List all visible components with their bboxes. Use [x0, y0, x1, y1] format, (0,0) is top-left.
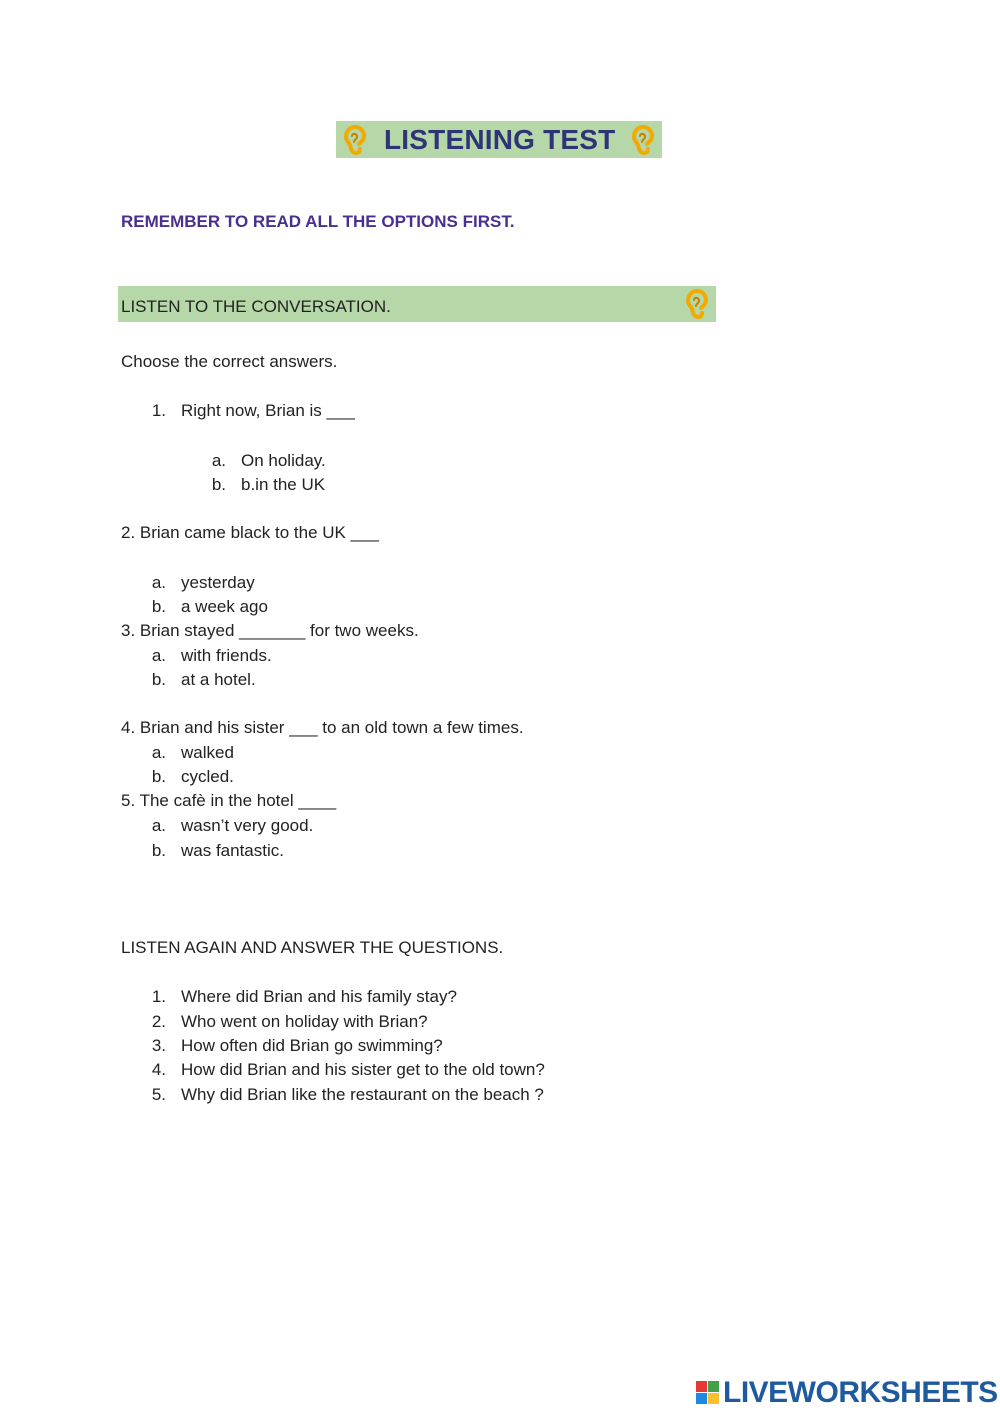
section-heading: LISTEN AGAIN AND ANSWER THE QUESTIONS.	[121, 938, 504, 957]
option-label: a.	[151, 573, 166, 592]
question-text: 3. Brian stayed _______ for two weeks.	[121, 621, 419, 640]
reminder-text: REMEMBER TO READ ALL THE OPTIONS FIRST.	[121, 212, 515, 231]
option-text[interactable]: b.in the UK	[241, 475, 326, 494]
question-number: 5.	[151, 1085, 166, 1104]
question-text: 2. Brian came black to the UK ___	[121, 523, 379, 542]
question-number: 1.	[151, 987, 166, 1006]
option-label: a.	[211, 451, 226, 470]
section-heading-bar	[118, 286, 716, 322]
ear-icon	[344, 125, 366, 155]
question-text: 5. The cafè in the hotel ____	[121, 791, 337, 810]
option-label: b.	[151, 670, 166, 689]
option-text[interactable]: yesterday	[181, 573, 255, 592]
title-banner	[336, 121, 662, 158]
option-label: b.	[151, 767, 166, 786]
page-title: LISTENING TEST	[384, 124, 616, 155]
option-label: b.	[211, 475, 226, 494]
open-question-text: Who went on holiday with Brian?	[181, 1012, 428, 1031]
ear-icon	[686, 289, 708, 319]
option-text[interactable]: cycled.	[181, 767, 234, 786]
option-text[interactable]: a week ago	[181, 597, 268, 616]
option-text[interactable]: wasn’t very good.	[181, 816, 314, 835]
open-question-text: How often did Brian go swimming?	[181, 1036, 443, 1055]
ear-icon	[632, 125, 654, 155]
question-number: 4.	[151, 1060, 166, 1079]
option-text[interactable]: with friends.	[181, 646, 272, 665]
option-text[interactable]: was fantastic.	[181, 841, 284, 860]
open-question-text: How did Brian and his sister get to the old town?	[181, 1060, 545, 1079]
question-text: 4. Brian and his sister ___ to an old town a few times.	[121, 718, 524, 737]
option-text[interactable]: walked	[181, 743, 234, 762]
logo-blocks-icon	[696, 1381, 720, 1405]
question-number: 3.	[151, 1036, 166, 1055]
option-label: a.	[151, 646, 166, 665]
option-label: a.	[151, 816, 166, 835]
question-text: Right now, Brian is ___	[181, 401, 355, 420]
option-label: b.	[151, 597, 166, 616]
instruction-text: Choose the correct answers.	[121, 352, 338, 371]
option-label: b.	[151, 841, 166, 860]
question-number: 2.	[151, 1012, 166, 1031]
question-number: 1.	[151, 401, 166, 420]
section-heading: LISTEN TO THE CONVERSATION.	[121, 297, 391, 316]
logo-text: LIVEWORKSHEETS	[723, 1376, 998, 1409]
option-label: a.	[151, 743, 166, 762]
open-question-text: Where did Brian and his family stay?	[181, 987, 457, 1006]
option-text[interactable]: at a hotel.	[181, 670, 256, 689]
open-question-text: Why did Brian like the restaurant on the beach ?	[181, 1085, 544, 1104]
option-text[interactable]: On holiday.	[241, 451, 326, 470]
